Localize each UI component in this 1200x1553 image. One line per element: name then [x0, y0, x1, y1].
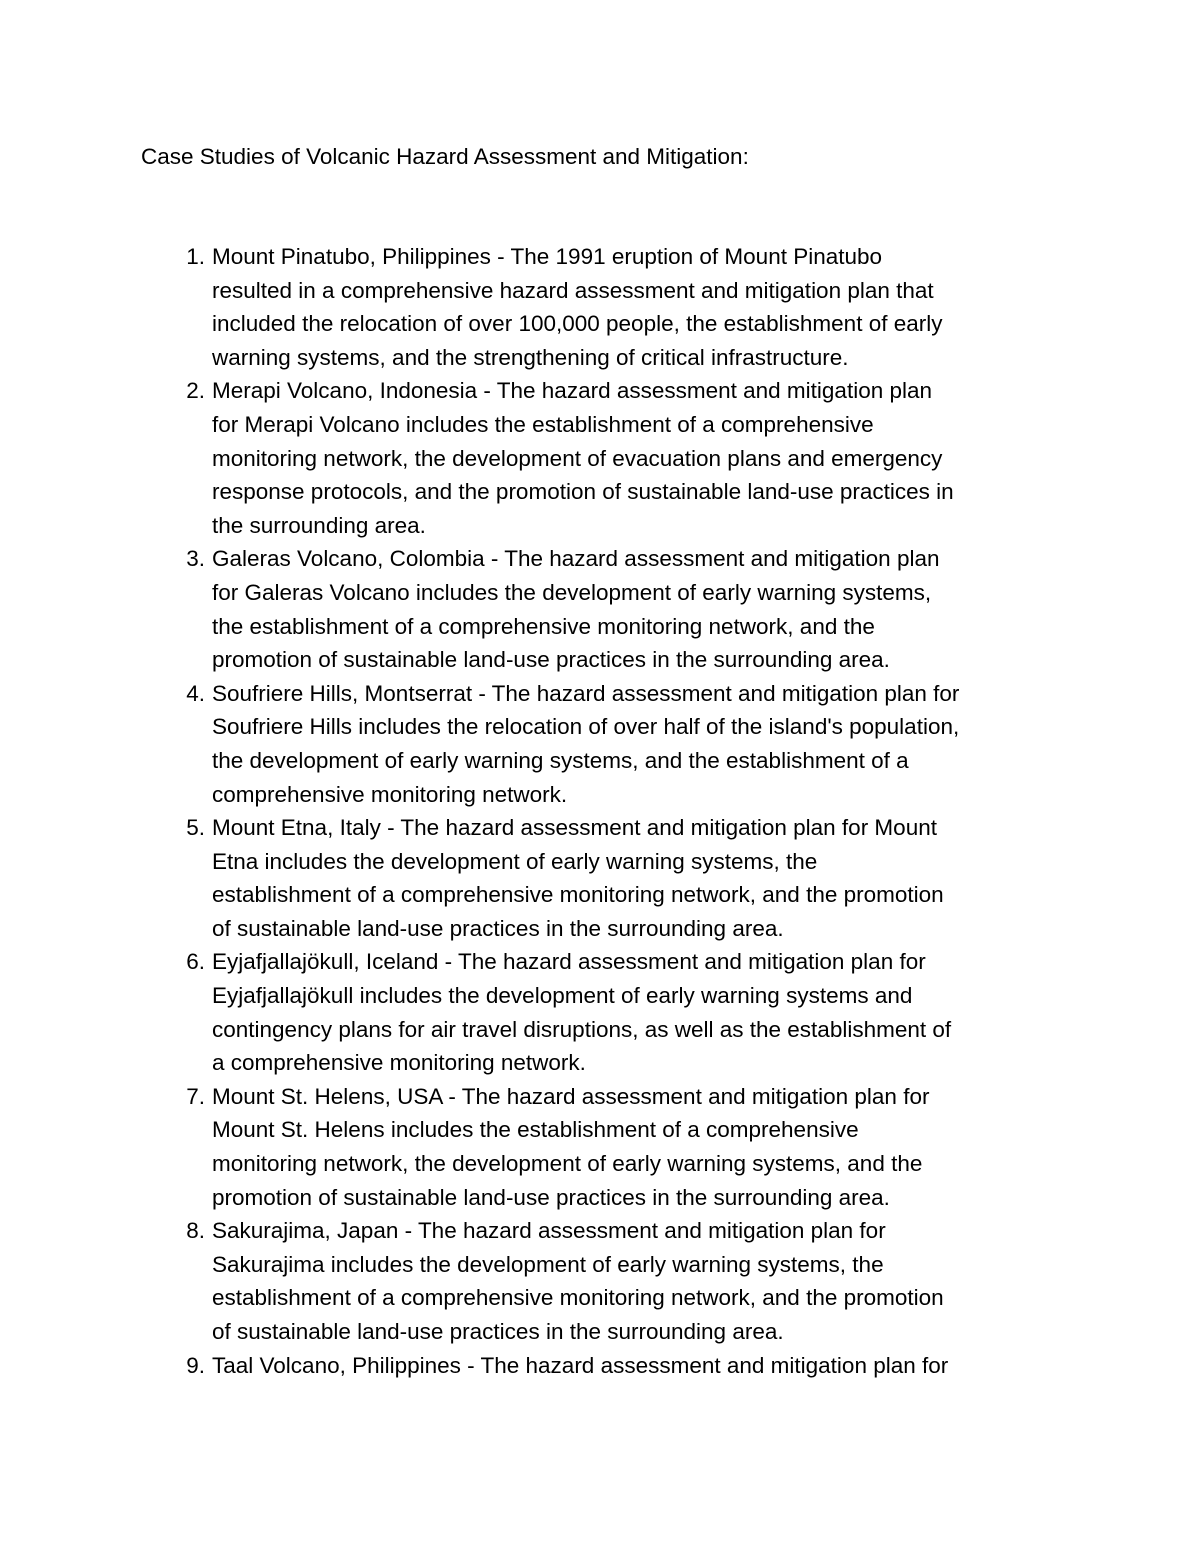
list-item-text-line: Mount St. Helens includes the establishment of a comprehensive — [212, 1117, 859, 1143]
list-item-text-line: Eyjafjallajökull includes the development of early warning systems and — [212, 983, 913, 1009]
list-item — [186, 374, 1082, 542]
list-item-number: 9. — [186, 1352, 205, 1378]
list-item-text-line: the development of early warning systems, and the establishment of a — [212, 747, 909, 773]
list-item — [186, 240, 1082, 374]
list-item-text-line: resulted in a comprehensive hazard assessment and mitigation plan that — [212, 277, 934, 303]
case-study-list — [186, 240, 1082, 1382]
list-item — [186, 1080, 1082, 1214]
list-item-text-line: of sustainable land-use practices in the surrounding area. — [212, 1319, 784, 1344]
list-item — [186, 1214, 1082, 1348]
list-item-text-line: for Galeras Volcano includes the development of early warning systems, — [212, 579, 932, 605]
list-item-text-line: Sakurajima, Japan - The hazard assessment and mitigation plan for — [212, 1218, 886, 1244]
list-item-text-line: warning systems, and the strengthening of critical infrastructure. — [212, 344, 849, 370]
list-item-number: 5. — [186, 815, 205, 841]
list-item-text-line: Mount Pinatubo, Philippines - The 1991 eruption of Mount Pinatubo — [212, 244, 883, 269]
list-item-text-line: Sakurajima includes the development of early warning systems, the — [212, 1251, 884, 1277]
list-item-number: 1. — [186, 244, 205, 269]
list-item-text-line: the establishment of a comprehensive monitoring network, and the — [212, 613, 875, 639]
list-item-number: 2. — [186, 378, 205, 404]
document-title: Case Studies of Volcanic Hazard Assessment and Mitigation: — [141, 144, 749, 169]
list-item-text-line: a comprehensive monitoring network. — [212, 1050, 586, 1076]
list-item — [186, 1349, 1082, 1383]
list-item-text-line: contingency plans for air travel disruptions, as well as the establishment of — [212, 1016, 952, 1042]
list-item-text-line: promotion of sustainable land-use practices in the surrounding area. — [212, 647, 890, 673]
list-item-text-line: for Merapi Volcano includes the establishment of a comprehensive — [212, 411, 874, 437]
list-item-text-line: comprehensive monitoring network. — [212, 781, 568, 807]
list-item — [186, 677, 1082, 811]
list-item-text-line: response protocols, and the promotion of sustainable land-use practices in — [212, 479, 954, 505]
list-item-number: 4. — [186, 680, 205, 706]
list-item-text-line: Galeras Volcano, Colombia - The hazard assessment and mitigation plan — [212, 546, 940, 572]
list-item-text-line: establishment of a comprehensive monitoring network, and the promotion — [212, 882, 944, 908]
list-item-text-line: Merapi Volcano, Indonesia - The hazard assessment and mitigation plan — [212, 378, 933, 404]
list-item-number: 8. — [186, 1218, 205, 1244]
list-item-text-line: included the relocation of over 100,000 people, the establishment of early — [212, 311, 943, 337]
list-item-text-line: Etna includes the development of early warning systems, the — [212, 848, 818, 874]
list-item-text-line: of sustainable land-use practices in the surrounding area. — [212, 915, 784, 941]
list-item-text-line: monitoring network, the development of evacuation plans and emergency — [212, 445, 943, 471]
list-item — [186, 811, 1082, 945]
list-item — [186, 542, 1082, 676]
list-item-text-line: monitoring network, the development of early warning systems, and the — [212, 1151, 923, 1177]
list-item-text-line: Soufriere Hills, Montserrat - The hazard assessment and mitigation plan for — [212, 680, 960, 706]
list-item-text-line: the surrounding area. — [212, 512, 426, 538]
list-item-number: 3. — [186, 546, 205, 572]
list-item-text-line: Taal Volcano, Philippines - The hazard assessment and mitigation plan for — [212, 1352, 949, 1378]
list-item-text-line: Eyjafjallajökull, Iceland - The hazard assessment and mitigation plan for — [212, 949, 926, 975]
list-item-text-line: Mount Etna, Italy - The hazard assessment and mitigation plan for Mount — [212, 815, 937, 841]
list-item-number: 6. — [186, 949, 205, 975]
list-item-text-line: establishment of a comprehensive monitoring network, and the promotion — [212, 1285, 944, 1311]
list-item-text-line: Soufriere Hills includes the relocation of over half of the island's population, — [212, 714, 960, 740]
list-item-number: 7. — [186, 1083, 205, 1109]
list-item-text-line: promotion of sustainable land-use practices in the surrounding area. — [212, 1184, 890, 1210]
list-item-text-line: Mount St. Helens, USA - The hazard assessment and mitigation plan for — [212, 1083, 930, 1109]
list-item — [186, 945, 1082, 1079]
